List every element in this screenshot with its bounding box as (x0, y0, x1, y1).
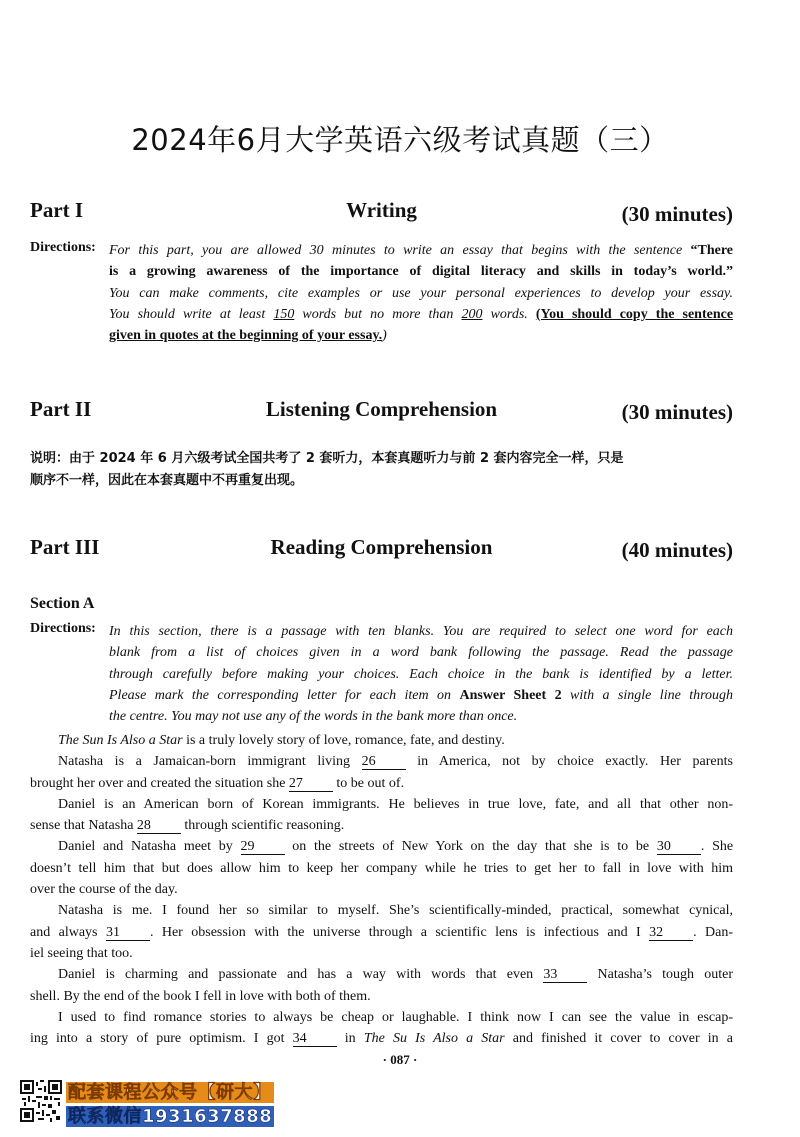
part1-label: Part I (30, 198, 84, 222)
dir-line: is a growing awareness of the importance of digital literacy and skills in today’s world.” (109, 264, 733, 280)
passage-line: sense that Natasha 28 through scientific reasoning. (30, 818, 345, 834)
blank-33: 33 (543, 967, 587, 983)
reading-passage (30, 730, 733, 1049)
blank-26: 26 (362, 754, 406, 770)
passage-line: doesn’t tell him that but does allow him to keep her company while he tries to get her to fall in love with him (30, 860, 733, 876)
passage-line: ing into a story of pure optimism. I got 34 in The Su Is Also a Star and finished it cover to cover in a (30, 1031, 733, 1047)
part2-time: (30 minutes) (621, 400, 733, 424)
part1-time: (30 minutes) (621, 202, 733, 226)
dir-line: You should write at least 150 words but no more than 200 words. (You should copy the sentence (109, 306, 734, 322)
note-line: 顺序不一样，因此在本套真题中不再重复出现。 (30, 473, 304, 488)
part1-name: Writing (346, 198, 417, 222)
part2-name: Listening Comprehension (265, 397, 498, 421)
passage-line: Natasha is a Jamaican-born immigrant living 26 in America, not by choice exactly. Her parents (58, 754, 733, 770)
part3-name: Reading Comprehension (270, 535, 493, 559)
part3-directions-label: Directions: (30, 621, 96, 636)
promo-banner-line1: 配套课程公众号【研大】 (68, 1082, 272, 1103)
dir-line: For this part, you are allowed 30 minutes to write an essay that begins with the sentence “There (109, 243, 734, 258)
part2-note (30, 448, 733, 492)
part3-header (30, 535, 733, 565)
part3-time: (40 minutes) (621, 538, 733, 562)
page-number: · 087 · (382, 1052, 418, 1067)
blank-29: 29 (241, 839, 285, 855)
promo-banner-line2: 联系微信1931637888 (68, 1106, 273, 1127)
passage-line: and always 31 . Her obsession with the universe through a scientific lens is infectious and I 32 . Dan- (30, 924, 734, 940)
blank-32: 32 (649, 925, 693, 941)
section-a-heading: Section A (30, 595, 95, 612)
passage-line: The Sun Is Also a Star is a truly lovely story of love, romance, fate, and destiny. (58, 733, 505, 748)
blank-28: 28 (137, 818, 181, 834)
part2-label: Part II (30, 397, 92, 421)
passage-line: I used to find romance stories to always be cheap or laughable. I think now I can see the value in escap- (58, 1009, 733, 1025)
blank-30: 30 (657, 839, 701, 855)
part1-directions (109, 240, 733, 346)
dir-line: blank from a list of choices given in a word bank following the passage. Read the passage (109, 645, 733, 661)
dir-line: given in quotes at the beginning of your essay.) (109, 328, 387, 344)
part3-label: Part III (30, 535, 100, 559)
dir-line: through carefully before making your choices. Each choice in the bank is identified by a letter. (109, 666, 733, 682)
qr-code-icon (20, 1080, 62, 1122)
dir-line: You can make comments, cite examples or use your personal experiences to develop your essay. (109, 285, 733, 301)
passage-line: Daniel and Natasha meet by 29 on the streets of New York on the day that she is to be 30 . She (58, 839, 734, 855)
page-title: 2024年6月大学英语六级考试真题（三） (131, 123, 669, 157)
passage-line: Daniel is an American born of Korean immigrants. He believes in true love, fate, and all that other non- (58, 796, 733, 812)
passage-line: brought her over and created the situation she 27 to be out of. (30, 775, 405, 791)
blank-34: 34 (293, 1031, 337, 1047)
passage-line: iel seeing that too. (30, 945, 133, 961)
passage-line: shell. By the end of the book I fell in love with both of them. (30, 988, 371, 1004)
part1-header (30, 198, 733, 228)
dir-line: In this section, there is a passage with ten blanks. You are required to select one word for each (109, 624, 733, 639)
blank-31: 31 (106, 925, 150, 941)
passage-line: over the course of the day. (30, 882, 178, 898)
dir-line: the centre. You may not use any of the words in the bank more than once. (109, 709, 518, 725)
part1-directions-label: Directions: (30, 240, 96, 255)
part2-header (30, 397, 733, 427)
dir-line: Please mark the corresponding letter for each item on Answer Sheet 2 with a single line through (109, 687, 734, 703)
part3-directions (109, 621, 733, 727)
passage-line: Natasha is me. I found her so similar to myself. She’s scientifically-minded, practical, somewhat cynical, (58, 903, 733, 919)
passage-line: Daniel is charming and passionate and has a way with words that even 33 Natasha’s tough outer (58, 967, 733, 983)
note-line: 说明：由于 2024 年 6 月六级考试全国共考了 2 套听力，本套真题听力与前 2 套内容完全一样，只是 (30, 451, 624, 466)
blank-27: 27 (289, 776, 333, 792)
